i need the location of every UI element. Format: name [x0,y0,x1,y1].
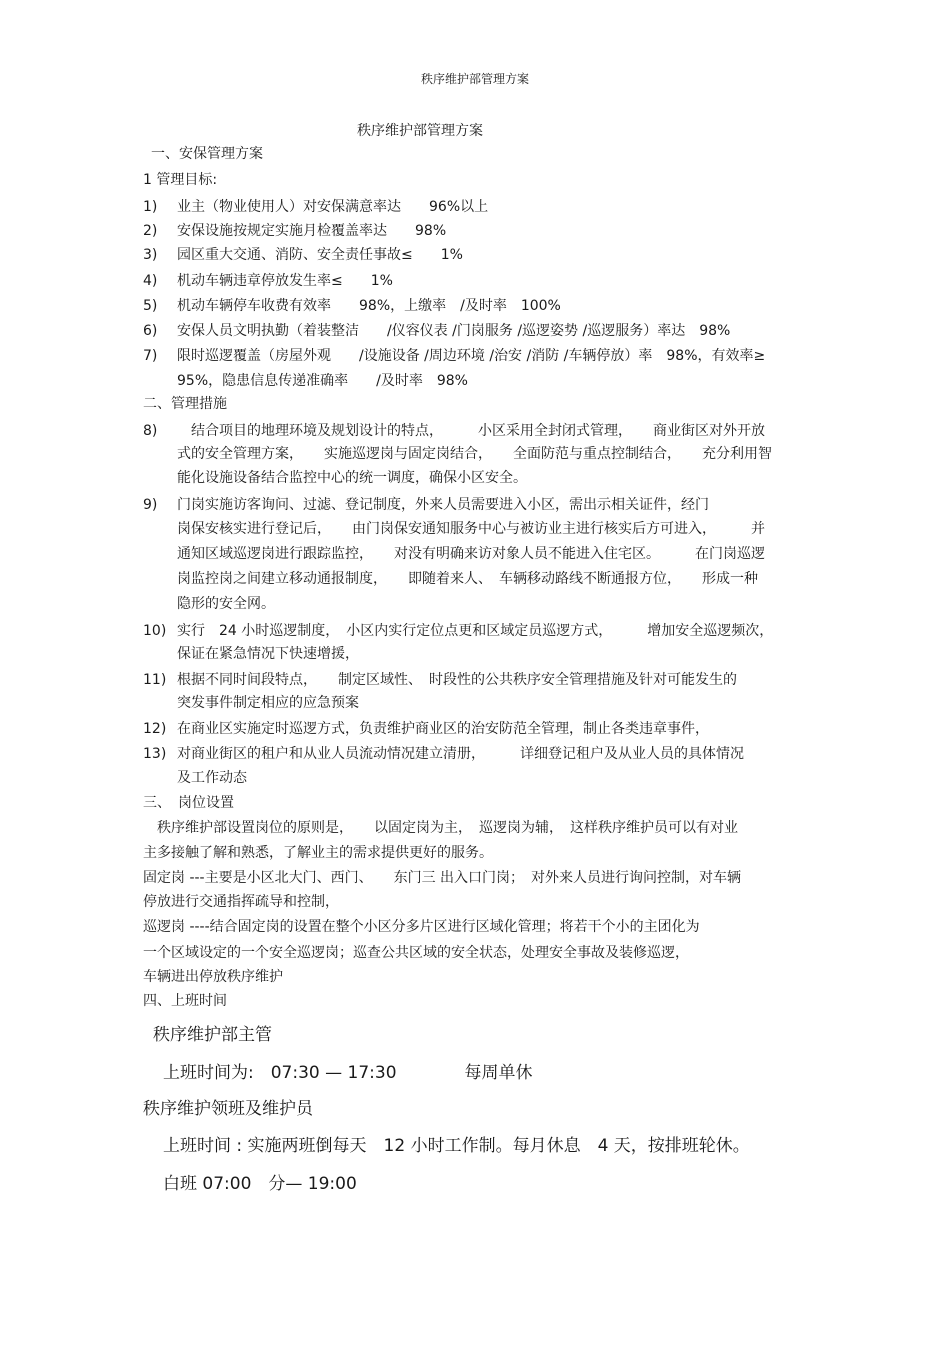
list-item-text: 隐形的安全网。 [177,596,275,612]
list-item-text: 在商业区实施定时巡逻方式，负责维护商业区的治安防范全管理，制止各类违章事件， [177,721,709,737]
list-item-text: 岗保安核实进行登记后， 由门岗保安通知服务中心与被访业主进行核实后方可进入， 并 [177,521,765,537]
list-item-text: 突发事件制定相应的应急预案 [177,695,359,711]
team-hours: 上班时间 : 实施两班倒每天 12 小时工作制。每月休息 4 天，按排班轮休。 [163,1136,750,1156]
list-item-text: 实行 24 小时巡逻制度， 小区内实行定位点更和区域定员巡逻方式， 增加安全巡逻频次， [177,623,774,639]
list-number: 3) [143,247,158,263]
section-heading: 一、安保管理方案 [151,146,263,162]
goals-label: 1 管理目标: [143,172,218,188]
list-item-text: 岗监控岗之间建立移动通报制度， 即随着来人、 车辆移动路线不断通报方位， 形成一种 [177,571,758,587]
supervisor-title: 秩序维护部主管 [153,1025,272,1045]
list-item-text: 对商业街区的租户和从业人员流动情况建立清册， 详细登记租户及从业人员的具体情况 [177,746,744,762]
list-item-text: 园区重大交通、消防、安全责任事故≤ 1% [177,247,463,263]
day-shift-hours: 白班 07:00 分— 19:00 [163,1174,357,1194]
list-item-text: 业主（物业使用人）对安保满意率达 96%以上 [177,199,489,215]
list-item-text: 及工作动态 [177,770,247,786]
list-item-text: 门岗实施访客询问、过滤、登记制度，外来人员需要进入小区，需出示相关证件，经门 [177,497,709,513]
paragraph-line: 主多接触了解和熟悉，了解业主的需求提供更好的服务。 [143,845,493,861]
list-item-text: 95%，隐患信息传递准确率 /及时率 98% [177,373,468,389]
list-item-text: 机动车辆违章停放发生率≤ 1% [177,273,393,289]
list-item-text: 通知区域巡逻岗进行跟踪监控， 对没有明确来访对象人员不能进入住宅区。 在门岗巡逻 [177,546,765,562]
list-number: 9) [143,497,158,513]
list-number: 6) [143,323,158,339]
list-number: 12) [143,721,167,737]
list-number: 13) [143,746,167,762]
list-item-text: 能化设施设备结合监控中心的统一调度，确保小区安全。 [177,470,527,486]
list-number: 5) [143,298,158,314]
list-item-text: 安保人员文明执勤（着装整洁 /仪容仪表 /门岗服务 /巡逻姿势 /巡逻服务）率达 98% [177,323,731,339]
team-title: 秩序维护领班及维护员 [143,1099,313,1119]
supervisor-hours: 上班时间为: 07:30 — 17:30 每周单休 [163,1063,533,1083]
list-item-text: 机动车辆停车收费有效率 98%，上缴率 /及时率 100% [177,298,561,314]
list-item-text: 限时巡逻覆盖（房屋外观 /设施设备 /周边环境 /治安 /消防 /车辆停放）率 98%，有效率≥ [177,348,766,364]
list-number: 8) [143,423,158,439]
list-number: 4) [143,273,158,289]
list-number: 11) [143,672,167,688]
list-item-text: 式的安全管理方案， 实施巡逻岗与固定岗结合， 全面防范与重点控制结合， 充分利用智 [177,446,772,462]
document-title: 秩序维护部管理方案 [357,123,483,139]
list-number: 2) [143,223,158,239]
list-item-text: 保证在紧急情况下快速增援， [177,646,359,662]
paragraph-line: 停放进行交通指挥疏导和控制， [143,894,339,910]
section-heading: 四、上班时间 [143,993,227,1009]
section-heading: 三、 岗位设置 [143,795,234,811]
paragraph-line: 秩序维护部设置岗位的原则是， 以固定岗为主， 巡逻岗为辅， 这样秩序维护员可以有对业 [143,820,738,836]
paragraph-line: 固定岗 ---主要是小区北大门、西门、 东门三 出入口门岗； 对外来人员进行询问控制，对车辆 [143,870,742,886]
section-heading: 二、管理措施 [143,396,227,412]
list-item-text: 根据不同时间段特点， 制定区域性、 时段性的公共秩序安全管理措施及针对可能发生的 [177,672,737,688]
paragraph-line: 一个区域设定的一个安全巡逻岗；巡查公共区域的安全状态，处理安全事故及装修巡逻， [143,945,689,961]
paragraph-line: 车辆进出停放秩序维护 [143,969,283,985]
list-number: 10) [143,623,167,639]
list-item-text: 安保设施按规定实施月检覆盖率达 98% [177,223,447,239]
list-item-text: 结合项目的地理环境及规划设计的特点， 小区采用全封闭式管理， 商业街区对外开放 [177,423,765,439]
list-number: 1) [143,199,158,215]
paragraph-line: 巡逻岗 ----结合固定岗的设置在整个小区分多片区进行区域化管理；将若干个小的主团化为 [143,919,700,935]
running-head: 秩序维护部管理方案 [420,72,529,86]
list-number: 7) [143,348,158,364]
